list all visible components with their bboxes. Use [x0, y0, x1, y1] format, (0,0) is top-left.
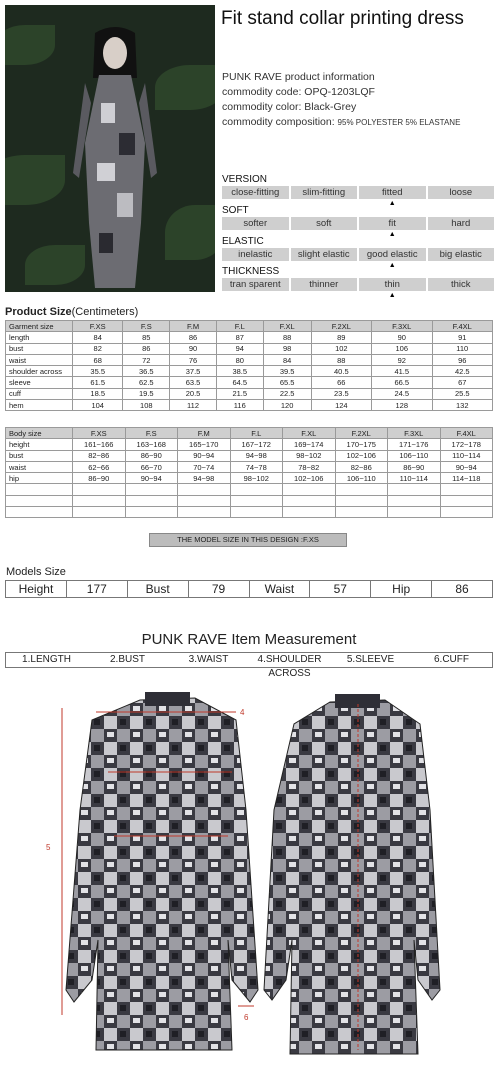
table-cell: 120 — [263, 400, 311, 411]
table-cell: bust — [6, 343, 73, 354]
marker-slot — [428, 291, 495, 300]
table-cell: 67 — [432, 377, 493, 388]
table-cell — [388, 507, 441, 518]
table-header-cell: F.3XL — [372, 321, 432, 332]
table-cell: 102~106 — [335, 450, 388, 461]
table-cell: 102 — [311, 343, 371, 354]
table-cell: 65.5 — [263, 377, 311, 388]
table-cell: 68 — [73, 354, 123, 365]
table-cell: 90~94 — [125, 473, 178, 484]
table-cell: 39.5 — [263, 366, 311, 377]
table-cell: 86 — [170, 332, 217, 343]
selected-marker-icon: ▲ — [388, 262, 396, 269]
table-cell: 66~70 — [125, 461, 178, 472]
table-cell: 76 — [170, 354, 217, 365]
table-row — [6, 366, 493, 377]
table-cell — [6, 484, 73, 495]
table-cell — [125, 495, 178, 506]
measurement-item: 6.CUFF — [434, 654, 469, 665]
table-cell: 132 — [432, 400, 493, 411]
product-size-header — [6, 321, 493, 332]
table-header-cell: F.3XL — [388, 428, 441, 439]
table-cell: 38.5 — [216, 366, 263, 377]
table-cell: 90~94 — [178, 450, 231, 461]
measurement-item: 5.SLEEVE — [346, 654, 395, 665]
table-row — [6, 388, 493, 399]
table-cell: 98 — [263, 343, 311, 354]
table-cell: 42.5 — [432, 366, 493, 377]
table-cell: 94 — [216, 343, 263, 354]
table-cell: waist — [6, 461, 73, 472]
attribute-option: loose — [428, 186, 495, 199]
info-heading: PUNK RAVE product information — [222, 71, 375, 83]
table-cell: 66 — [311, 377, 371, 388]
table-cell: 91 — [432, 332, 493, 343]
table-cell: 86~90 — [73, 473, 126, 484]
table-cell: 171~176 — [388, 439, 441, 450]
table-cell — [73, 484, 126, 495]
models-size-title: Models Size — [6, 566, 66, 578]
attribute-title: ELASTIC — [222, 236, 264, 247]
measurement-title: PUNK RAVE Item Measurement — [141, 631, 357, 648]
table-row — [6, 484, 493, 495]
table-cell: cuff — [6, 388, 73, 399]
table-header-cell: F.XS — [73, 428, 126, 439]
attribute-title: VERSION — [222, 174, 268, 185]
dress-front — [66, 692, 258, 1050]
table-cell: 62.5 — [123, 377, 170, 388]
table-cell: 172~178 — [440, 439, 493, 450]
table-row — [6, 400, 493, 411]
attribute-option: thick — [428, 278, 495, 291]
table-cell: 82~86 — [73, 450, 126, 461]
table-cell: 61.5 — [73, 377, 123, 388]
table-row — [6, 473, 493, 484]
table-cell: 116 — [216, 400, 263, 411]
table-cell: 66.5 — [372, 377, 432, 388]
table-cell: 98~102 — [283, 450, 336, 461]
product-size-title: Product Size(Centimeters) — [5, 306, 139, 318]
table-header-cell: F.S — [125, 428, 178, 439]
table-cell: 88 — [263, 332, 311, 343]
marker-slot — [291, 291, 358, 300]
attribute-soft — [222, 205, 494, 239]
table-cell: 94~98 — [230, 450, 283, 461]
table-cell — [335, 495, 388, 506]
table-cell: 163~168 — [125, 439, 178, 450]
attribute-option: inelastic — [222, 248, 289, 261]
table-header-cell: F.M — [178, 428, 231, 439]
table-cell: sleeve — [6, 377, 73, 388]
commodity-code: commodity code: OPQ-1203LQF — [222, 86, 375, 98]
table-cell: 110~114 — [440, 450, 493, 461]
model-figure — [65, 23, 165, 288]
table-row — [6, 507, 493, 518]
models-size-cell: 86 — [455, 582, 469, 596]
table-cell — [178, 484, 231, 495]
table-cell: 23.5 — [311, 388, 371, 399]
table-cell: 36.5 — [123, 366, 170, 377]
table-cell: 110~114 — [388, 473, 441, 484]
attribute-title: SOFT — [222, 205, 249, 216]
table-cell: 86~90 — [388, 461, 441, 472]
table-cell — [440, 495, 493, 506]
table-cell: hip — [6, 473, 73, 484]
table-cell: 90 — [170, 343, 217, 354]
table-cell: 84 — [73, 332, 123, 343]
table-cell: 20.5 — [170, 388, 217, 399]
attribute-option: big elastic — [428, 248, 495, 261]
table-row — [6, 354, 493, 365]
table-cell — [440, 484, 493, 495]
table-cell: length — [6, 332, 73, 343]
product-info — [222, 70, 460, 130]
table-row — [6, 343, 493, 354]
table-cell: hem — [6, 400, 73, 411]
table-cell: 128 — [372, 400, 432, 411]
attribute-option: slim-fitting — [291, 186, 358, 199]
attribute-thickness — [222, 266, 494, 300]
table-header-cell: F.M — [170, 321, 217, 332]
table-cell: shoulder across — [6, 366, 73, 377]
table-header-cell: Body size — [6, 428, 73, 439]
table-cell — [388, 484, 441, 495]
table-cell — [230, 484, 283, 495]
table-row — [6, 461, 493, 472]
table-cell — [73, 495, 126, 506]
marker-4: 4 — [240, 708, 245, 717]
table-header-cell: F.S — [123, 321, 170, 332]
table-cell: 110 — [432, 343, 493, 354]
selected-marker-icon: ▲ — [388, 200, 396, 207]
table-cell: 25.5 — [432, 388, 493, 399]
table-header-cell: F.4XL — [432, 321, 493, 332]
table-cell: 167~172 — [230, 439, 283, 450]
attribute-option: softer — [222, 217, 289, 230]
dress-back — [264, 694, 440, 1054]
table-cell: 80 — [216, 354, 263, 365]
table-cell: 104 — [73, 400, 123, 411]
table-cell: 63.5 — [170, 377, 217, 388]
table-header-cell: F.2XL — [311, 321, 371, 332]
table-cell — [440, 507, 493, 518]
table-cell: 37.5 — [170, 366, 217, 377]
marker-6: 6 — [244, 1013, 249, 1022]
table-cell — [230, 507, 283, 518]
table-cell: 40.5 — [311, 366, 371, 377]
table-cell — [73, 507, 126, 518]
table-cell: 170~175 — [335, 439, 388, 450]
table-header-cell: F.L — [230, 428, 283, 439]
table-cell — [178, 507, 231, 518]
table-cell: 35.5 — [73, 366, 123, 377]
table-cell: 98~102 — [230, 473, 283, 484]
measurement-legend — [5, 652, 493, 679]
marker-slot — [222, 291, 289, 300]
table-cell: 21.5 — [216, 388, 263, 399]
table-cell: bust — [6, 450, 73, 461]
table-row — [6, 377, 493, 388]
dress-measurement-diagram — [0, 690, 498, 1080]
table-cell: 124 — [311, 400, 371, 411]
table-cell: 106 — [372, 343, 432, 354]
body-size-table — [5, 427, 493, 518]
table-cell: 82~86 — [335, 461, 388, 472]
attribute-option: hard — [428, 217, 495, 230]
commodity-color: commodity color: Black-Grey — [222, 101, 357, 113]
attribute-option: soft — [291, 217, 358, 230]
table-header-cell: F.XL — [283, 428, 336, 439]
attribute-option: slight elastic — [291, 248, 358, 261]
table-header-cell: F.XL — [263, 321, 311, 332]
table-cell: 90 — [372, 332, 432, 343]
table-cell — [335, 507, 388, 518]
table-cell — [283, 484, 336, 495]
table-cell: 106~110 — [388, 450, 441, 461]
table-row — [6, 439, 493, 450]
table-cell: 82 — [73, 343, 123, 354]
table-cell — [6, 507, 73, 518]
table-cell: 86~90 — [125, 450, 178, 461]
table-cell — [335, 484, 388, 495]
attribute-option: thin — [359, 278, 426, 291]
table-cell: 24.5 — [372, 388, 432, 399]
table-row — [6, 450, 493, 461]
models-size-cell: 79 — [189, 581, 250, 597]
models-size-row — [5, 580, 493, 598]
attribute-elastic — [222, 236, 494, 270]
attribute-option: fitted — [359, 186, 426, 199]
table-cell: 88 — [311, 354, 371, 365]
models-size-cell: Bust — [128, 581, 189, 597]
table-header-cell: F.XS — [73, 321, 123, 332]
table-cell: 169~174 — [283, 439, 336, 450]
attribute-option: fit — [359, 217, 426, 230]
attribute-title: THICKNESS — [222, 266, 280, 277]
models-size-cell: Hip — [371, 581, 432, 597]
measurement-item: 4.SHOULDER ACROSS — [257, 654, 322, 679]
table-cell: 96 — [432, 354, 493, 365]
table-cell — [230, 495, 283, 506]
table-cell: 72 — [123, 354, 170, 365]
attribute-option: good elastic — [359, 248, 426, 261]
measurement-item: 3.WAIST — [188, 654, 229, 665]
table-cell: 41.5 — [372, 366, 432, 377]
table-header-cell: F.2XL — [335, 428, 388, 439]
marker-5: 5 — [46, 843, 51, 852]
body-size-header — [6, 428, 493, 439]
measurement-item: 1.LENGTH — [22, 654, 71, 665]
table-cell: 112 — [170, 400, 217, 411]
attribute-option: thinner — [291, 278, 358, 291]
table-cell: 114~118 — [440, 473, 493, 484]
table-cell: 19.5 — [123, 388, 170, 399]
table-cell: height — [6, 439, 73, 450]
table-header-cell: Garment size — [6, 321, 73, 332]
table-cell: 70~74 — [178, 461, 231, 472]
table-cell: 94~98 — [178, 473, 231, 484]
table-row — [6, 495, 493, 506]
table-cell: 89 — [311, 332, 371, 343]
table-cell: 108 — [123, 400, 170, 411]
selected-marker-icon: ▲ — [388, 292, 396, 299]
table-cell: 106~110 — [335, 473, 388, 484]
product-title: Fit stand collar printing dress — [221, 8, 464, 29]
table-cell: 64.5 — [216, 377, 263, 388]
table-cell — [178, 495, 231, 506]
table-cell: 92 — [372, 354, 432, 365]
table-cell: 102~106 — [283, 473, 336, 484]
table-cell: waist — [6, 354, 73, 365]
table-cell: 18.5 — [73, 388, 123, 399]
models-size-cell: 177 — [67, 581, 128, 597]
table-cell: 165~170 — [178, 439, 231, 450]
table-cell — [283, 507, 336, 518]
models-size-cell: Waist — [250, 581, 311, 597]
table-cell — [125, 507, 178, 518]
table-cell: 90~94 — [440, 461, 493, 472]
table-cell: 87 — [216, 332, 263, 343]
models-size-cell: Height — [6, 581, 67, 597]
selected-marker-icon: ▲ — [388, 231, 396, 238]
table-row — [6, 332, 493, 343]
commodity-composition: commodity composition: 95% POLYESTER 5% ELASTANE — [222, 116, 461, 128]
table-header-cell: F.L — [216, 321, 263, 332]
product-size-table — [5, 320, 493, 411]
table-cell: 86 — [123, 343, 170, 354]
table-cell: 78~82 — [283, 461, 336, 472]
table-cell — [283, 495, 336, 506]
table-cell: 74~78 — [230, 461, 283, 472]
attribute-option: close-fitting — [222, 186, 289, 199]
table-cell — [388, 495, 441, 506]
table-cell: 85 — [123, 332, 170, 343]
table-cell: 84 — [263, 354, 311, 365]
models-size-cell: 57 — [310, 581, 371, 597]
measurement-item: 2.BUST — [109, 654, 145, 665]
table-cell — [125, 484, 178, 495]
product-photo — [5, 5, 215, 292]
attribute-option: tran sparent — [222, 278, 289, 291]
table-cell: 22.5 — [263, 388, 311, 399]
table-cell: 161~166 — [73, 439, 126, 450]
model-size-note: THE MODEL SIZE IN THIS DESIGN :F.XS — [149, 533, 347, 547]
table-header-cell: F.4XL — [440, 428, 493, 439]
table-cell — [6, 495, 73, 506]
attribute-version — [222, 174, 494, 208]
table-cell: 62~66 — [73, 461, 126, 472]
